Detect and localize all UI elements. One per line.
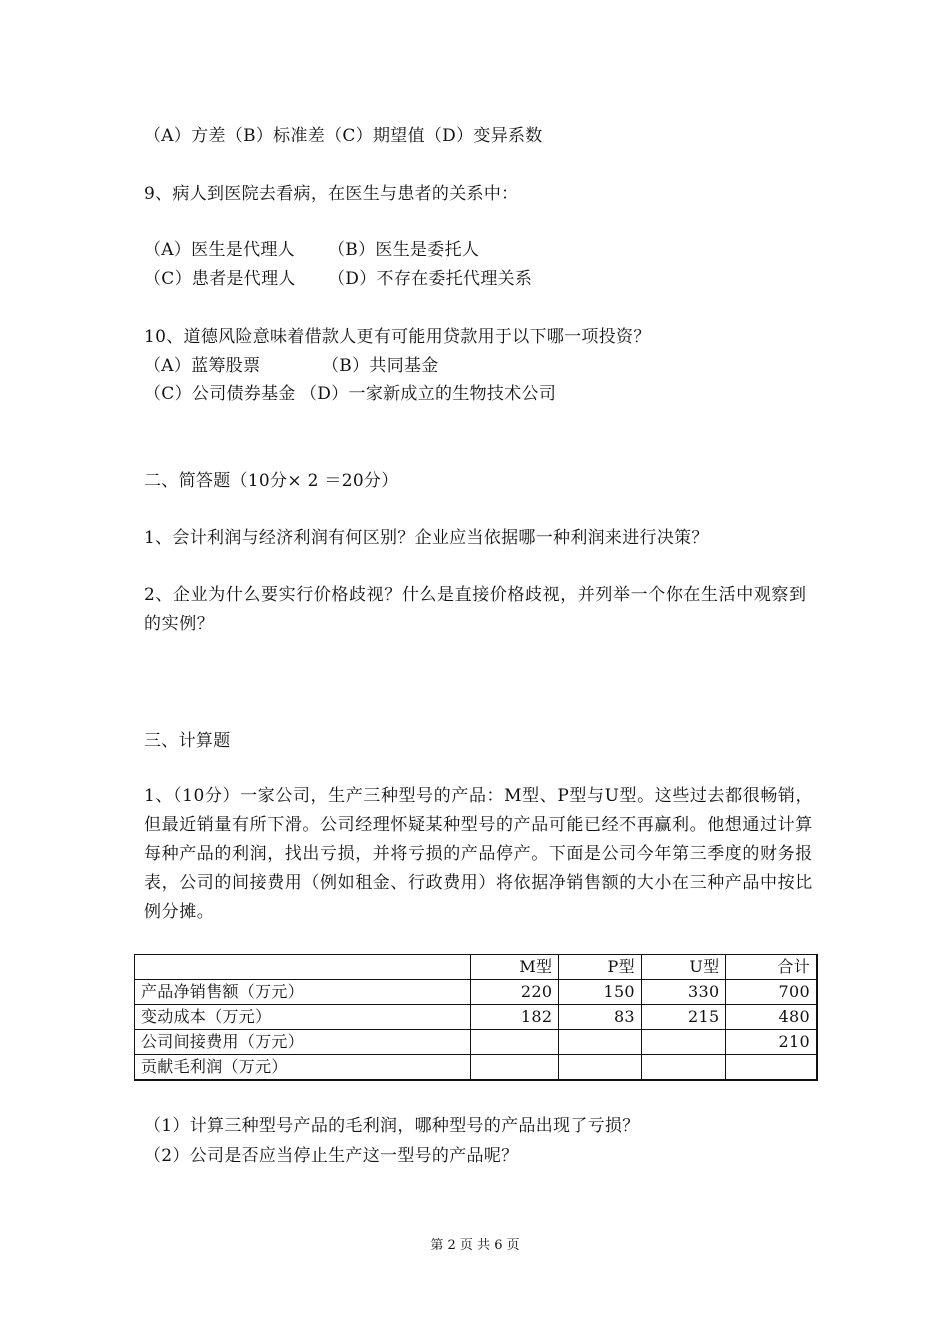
q10-question: 10、道德风险意味着借款人更有可能用贷款用于以下哪一项投资？ xyxy=(144,327,651,347)
cell-total xyxy=(726,1055,817,1081)
cell-p: 150 xyxy=(559,980,642,1005)
row-label: 变动成本（万元） xyxy=(135,1005,471,1030)
cell-m: 220 xyxy=(470,980,559,1005)
q9-question: 9、病人到医院去看病，在医生与患者的关系中： xyxy=(144,184,519,204)
table-header-cell xyxy=(135,955,471,980)
cell-total: 480 xyxy=(726,1005,817,1030)
section2-heading: 二、简答题（10分× 2 ＝20分） xyxy=(144,471,399,491)
q10-option-b: （B）共同基金 xyxy=(322,356,439,376)
cell-m: 182 xyxy=(470,1005,559,1030)
cell-total: 210 xyxy=(726,1030,817,1055)
q10-option-a: （A）蓝筹股票 xyxy=(144,356,261,376)
cell-total: 700 xyxy=(726,980,817,1005)
page-footer: 第 2 页 共 6 页 xyxy=(430,1238,520,1253)
cell-p xyxy=(559,1055,642,1081)
table-header-cell: 合计 xyxy=(726,955,817,980)
table-row xyxy=(135,980,818,1005)
table-header-cell: M型 xyxy=(470,955,559,980)
cell-u: 330 xyxy=(641,980,726,1005)
q8-options: （A）方差（B）标准差（C）期望值（D）变异系数 xyxy=(144,126,543,146)
q10-option-c: （C）公司债券基金 xyxy=(144,384,296,404)
section3-sub2: （2）公司是否应当停止生产这一型号的产品呢？ xyxy=(144,1146,519,1166)
cell-u: 215 xyxy=(641,1005,726,1030)
row-label: 产品净销售额（万元） xyxy=(135,980,471,1005)
q9-option-c: （C）患者是代理人 xyxy=(144,269,296,289)
cell-u xyxy=(641,1030,726,1055)
cell-m xyxy=(470,1055,559,1081)
q9-option-b: （B）医生是委托人 xyxy=(328,240,480,260)
q10-option-d: （D）一家新成立的生物技术公司 xyxy=(300,384,557,404)
q9-option-a: （A）医生是代理人 xyxy=(144,240,295,260)
cell-p: 83 xyxy=(559,1005,642,1030)
section3-sub1: （1）计算三种型号产品的毛利润，哪种型号的产品出现了亏损？ xyxy=(144,1116,640,1136)
table-header-cell: U型 xyxy=(641,955,726,980)
row-label: 公司间接费用（万元） xyxy=(135,1030,471,1055)
section3-heading: 三、计算题 xyxy=(144,731,231,751)
q9-option-d: （D）不存在委托代理关系 xyxy=(328,269,533,289)
table-header-row xyxy=(135,955,818,980)
row-label: 贡献毛利润（万元） xyxy=(135,1055,471,1081)
section3-q1-text: 1、（10分）一家公司，生产三种型号的产品：M型、P型与U型。这些过去都很畅销，但最近销量有所下滑。公司经理怀疑某种型号的产品可能已经不再赢利。他想通过计算每种产品的利润，找出亏损，并将亏损的产品停产。下面是公司今年第三季度的财务报表，公司的间接费用（例如租金、行政费用）将依据净销售额的大小在三种产品中按比例分摊。 xyxy=(144,786,814,922)
table-row xyxy=(135,1055,818,1081)
section2-q1: 1、会计利润与经济利润有何区别？企业应当依据哪一种利润来进行决策？ xyxy=(144,528,709,548)
table-row xyxy=(135,1030,818,1055)
cell-m xyxy=(470,1030,559,1055)
cell-p xyxy=(559,1030,642,1055)
financial-table xyxy=(134,954,818,1081)
section2-q2: 2、企业为什么要实行价格歧视？什么是直接价格歧视，并列举一个你在生活中观察到的实例？ xyxy=(144,585,807,634)
cell-u xyxy=(641,1055,726,1081)
table-header-cell: P型 xyxy=(559,955,642,980)
table-row xyxy=(135,1005,818,1030)
